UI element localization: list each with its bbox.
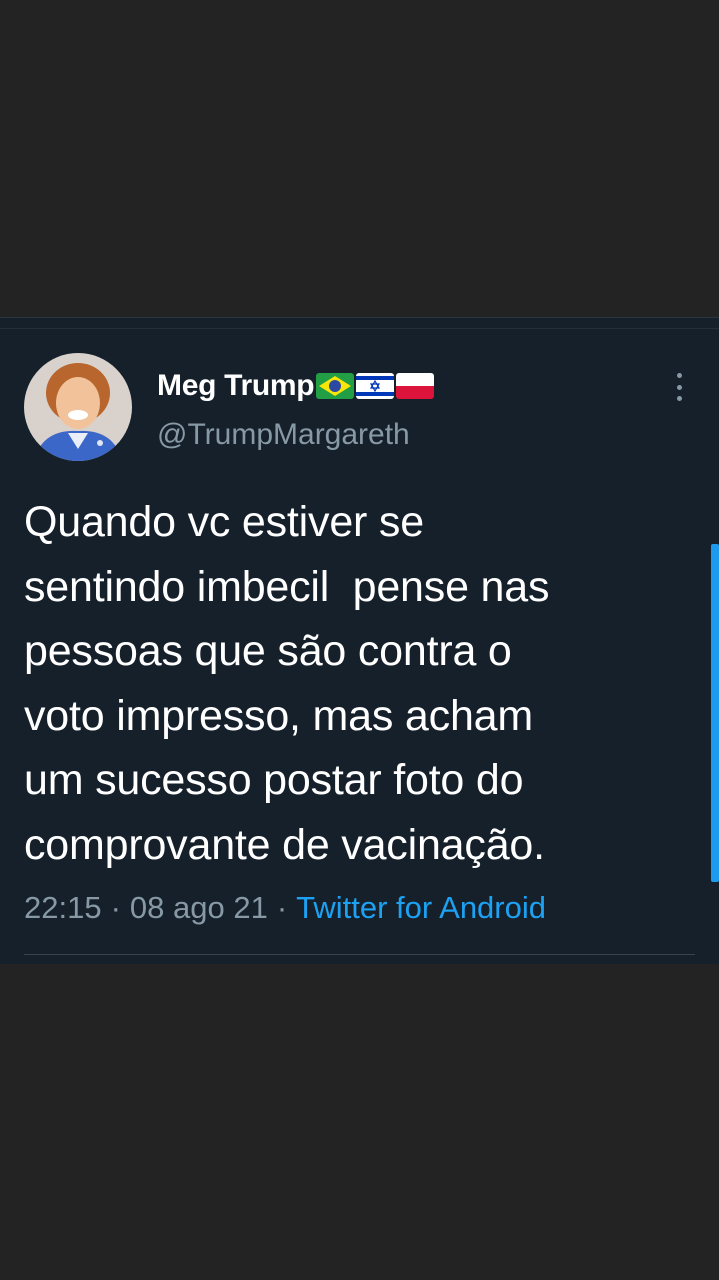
tweet-date: 08 ago 21: [129, 890, 268, 925]
tweet-time: 22:15: [24, 890, 102, 925]
tweet-text: Quando vc estiver se sentindo imbecil pense nas pessoas que são contra o voto impresso, mas acham um sucesso postar foto do comprovante de vacinação.: [24, 498, 550, 869]
poland-flag-icon: [396, 373, 434, 399]
scrollbar[interactable]: [711, 544, 719, 882]
avatar-image: [24, 353, 132, 461]
more-dot: [677, 396, 682, 401]
display-name[interactable]: Meg Trump: [157, 369, 315, 402]
meta-separator: ·: [110, 890, 121, 925]
meta-separator: ·: [276, 890, 288, 925]
tweet-card[interactable]: [0, 317, 719, 964]
user-handle[interactable]: @TrumpMargareth: [157, 418, 410, 451]
avatar[interactable]: [24, 353, 132, 461]
more-dot: [677, 373, 682, 378]
more-options-icon[interactable]: [664, 370, 694, 404]
israel-flag-icon: [356, 373, 394, 399]
more-dot: [677, 385, 682, 390]
author-name-row[interactable]: [157, 368, 436, 404]
bottom-divider: [24, 954, 695, 955]
flag-emojis: [316, 373, 436, 399]
tweet-meta: [24, 890, 546, 926]
top-divider: [0, 328, 719, 329]
tweet-source-link[interactable]: Twitter for Android: [296, 890, 546, 925]
brazil-flag-icon: [316, 373, 354, 399]
